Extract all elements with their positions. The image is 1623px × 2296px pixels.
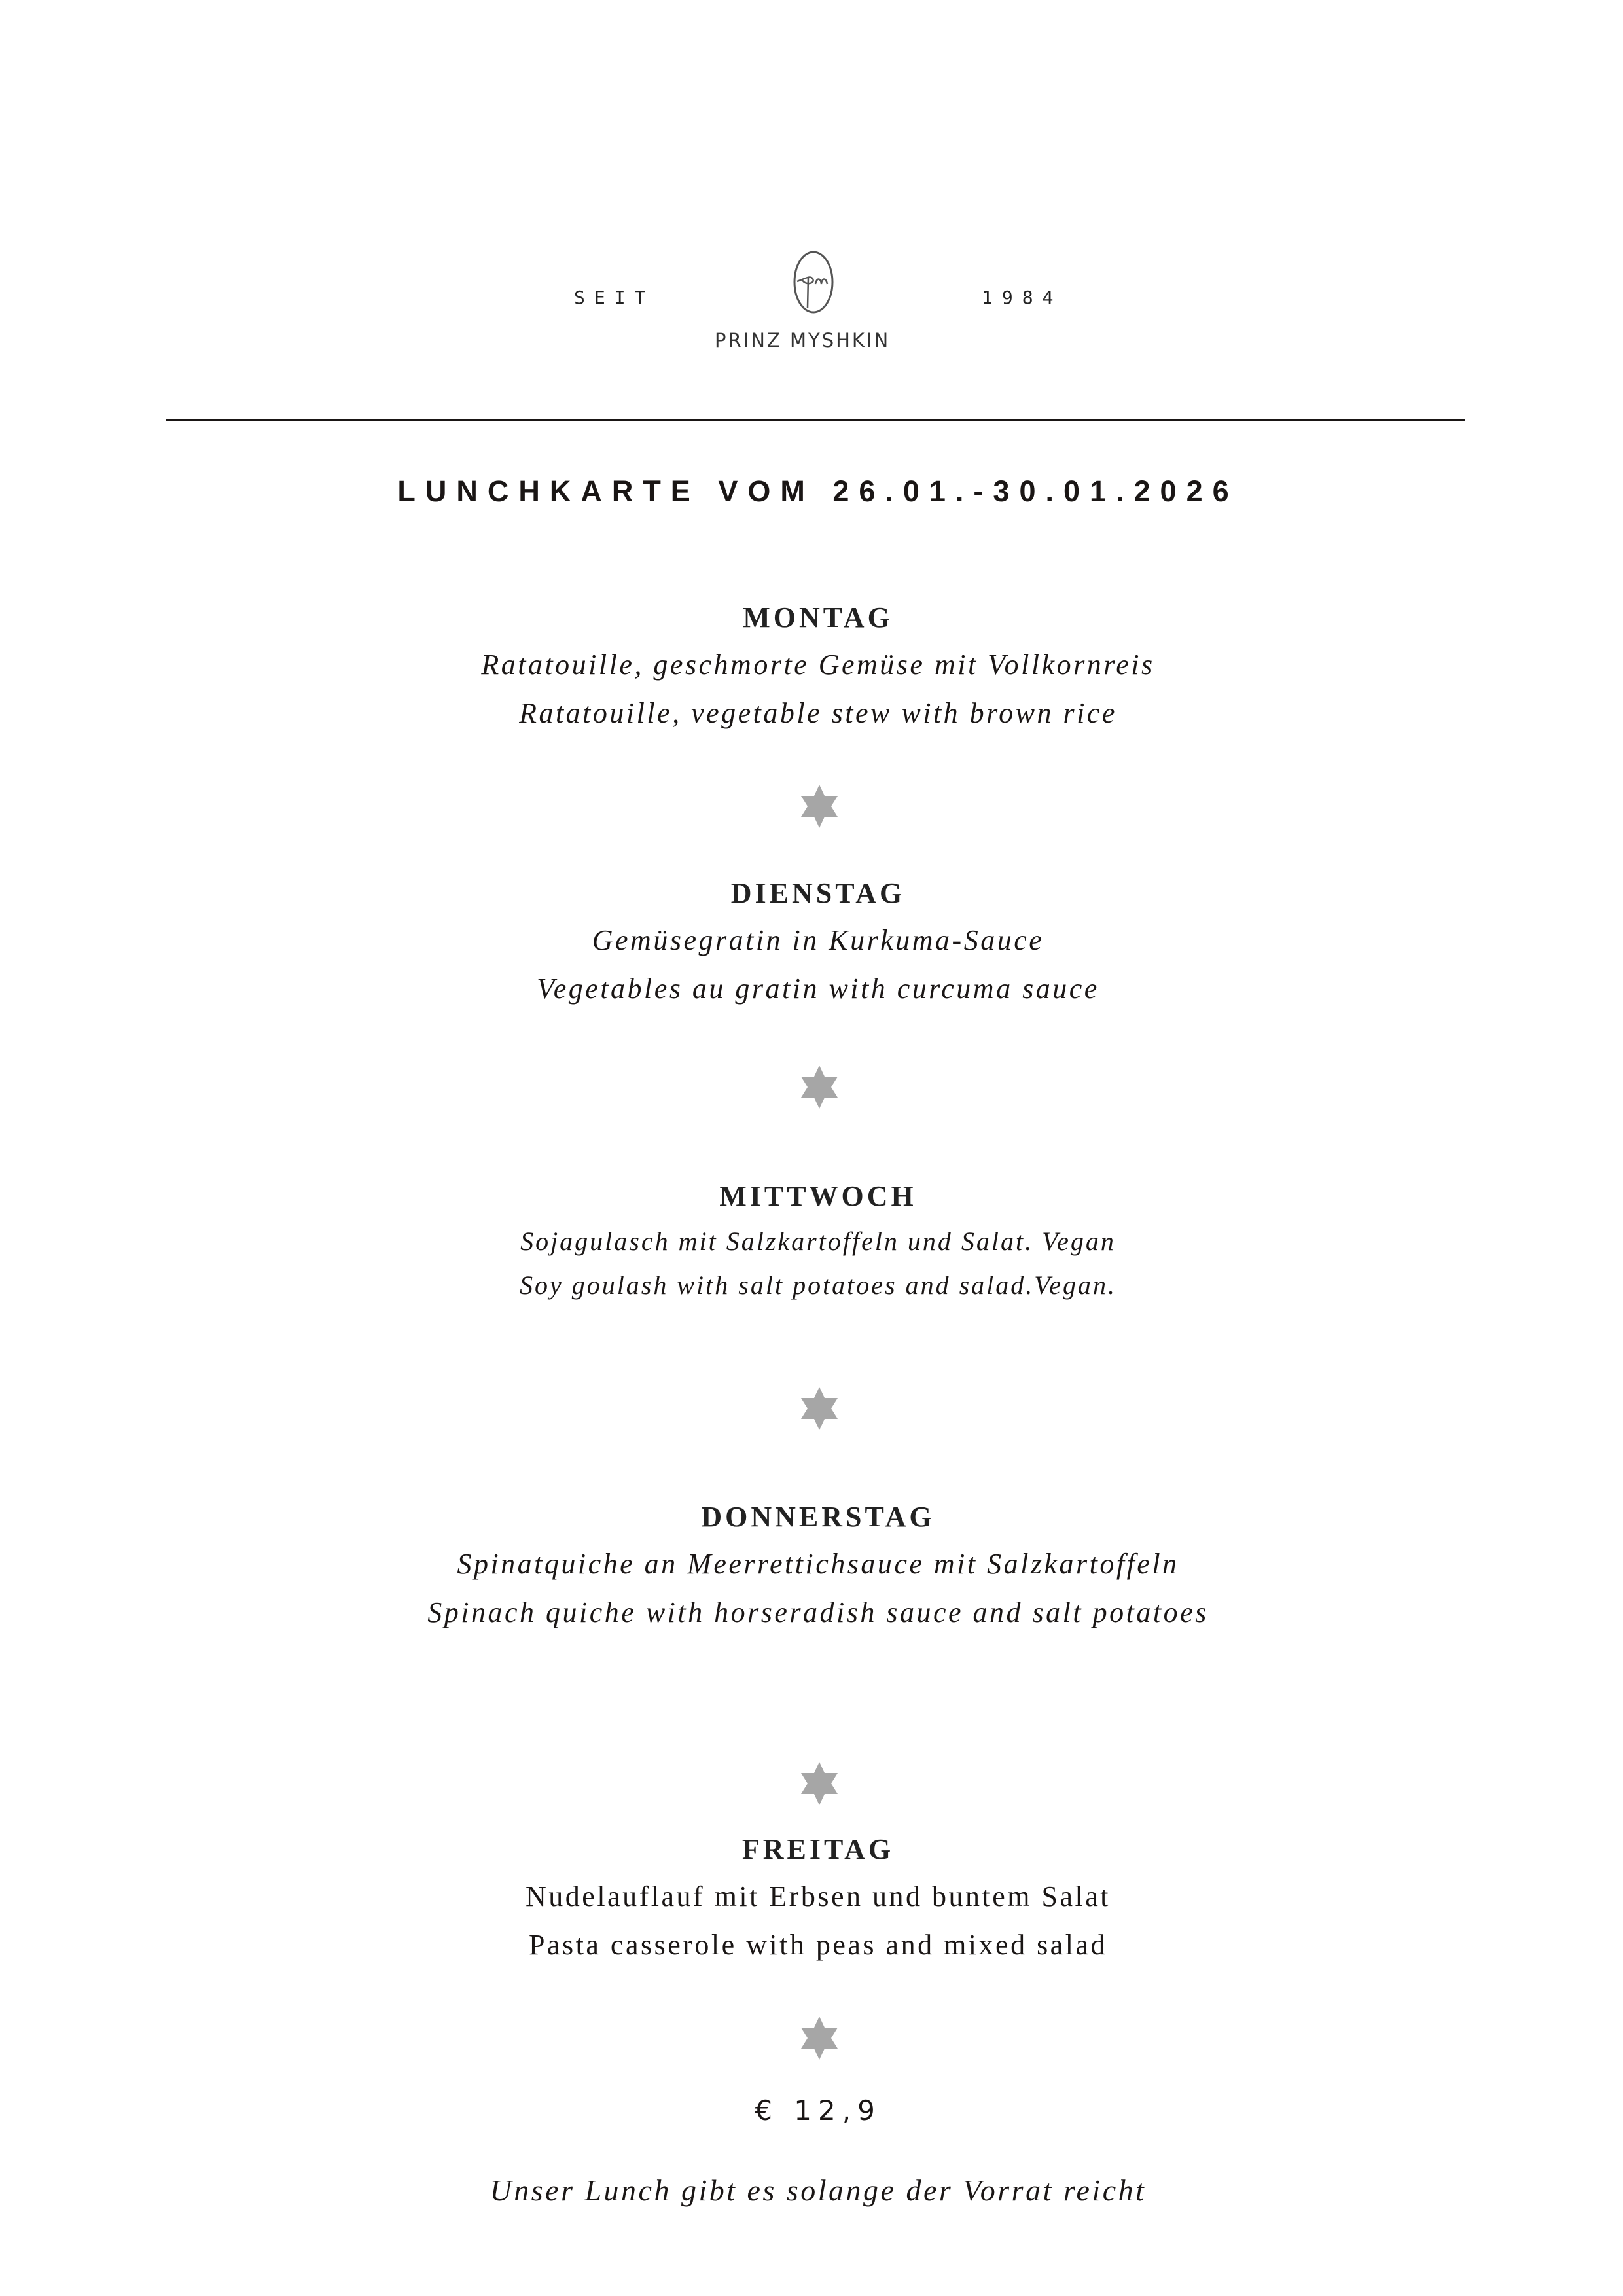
page-title: LUNCHKARTE VOM 26.01.-30.01.2026 <box>397 475 1239 508</box>
horizontal-rule <box>166 419 1465 421</box>
six-point-star-icon <box>800 1387 839 1430</box>
day-heading-montag: MONTAG <box>743 601 893 634</box>
six-point-star-icon <box>800 1066 839 1109</box>
logo-icon <box>779 249 848 318</box>
price: € 12,9 <box>755 2094 882 2126</box>
dish-en: Vegetables au gratin with curcuma sauce <box>537 973 1099 1005</box>
day-heading-mittwoch: MITTWOCH <box>719 1180 917 1212</box>
dish-en: Soy goulash with salt potatoes and salad.Vegan. <box>519 1270 1117 1300</box>
year-label: 1984 <box>982 287 1063 308</box>
seit-label: SEIT <box>574 287 655 308</box>
dish-en: Ratatouille, vegetable stew with brown rice <box>519 697 1117 729</box>
six-point-star-icon <box>800 1762 839 1805</box>
day-heading-dienstag: DIENSTAG <box>730 877 906 909</box>
dish-de: Sojagulasch mit Salzkartoffeln und Salat. Vegan <box>520 1227 1116 1256</box>
day-heading-donnerstag: DONNERSTAG <box>701 1501 935 1533</box>
dish-en: Spinach quiche with horseradish sauce and salt potatoes <box>427 1596 1209 1628</box>
brand-name: PRINZ MYSHKIN <box>715 329 891 351</box>
six-point-star-icon <box>800 2017 839 2060</box>
footer-note: Unser Lunch gibt es solange der Vorrat reicht <box>490 2174 1147 2207</box>
day-heading-freitag: FREITAG <box>741 1833 895 1865</box>
six-point-star-icon <box>800 785 839 828</box>
dish-en: Pasta casserole with peas and mixed salad <box>529 1929 1107 1961</box>
dish-de: Ratatouille, geschmorte Gemüse mit Vollkornreis <box>481 649 1155 681</box>
dish-de: Spinatquiche an Meerrettichsauce mit Salzkartoffeln <box>457 1548 1179 1580</box>
dish-de: Nudelauflauf mit Erbsen und buntem Salat <box>526 1880 1111 1912</box>
dish-de: Gemüsegratin in Kurkuma-Sauce <box>592 924 1044 956</box>
